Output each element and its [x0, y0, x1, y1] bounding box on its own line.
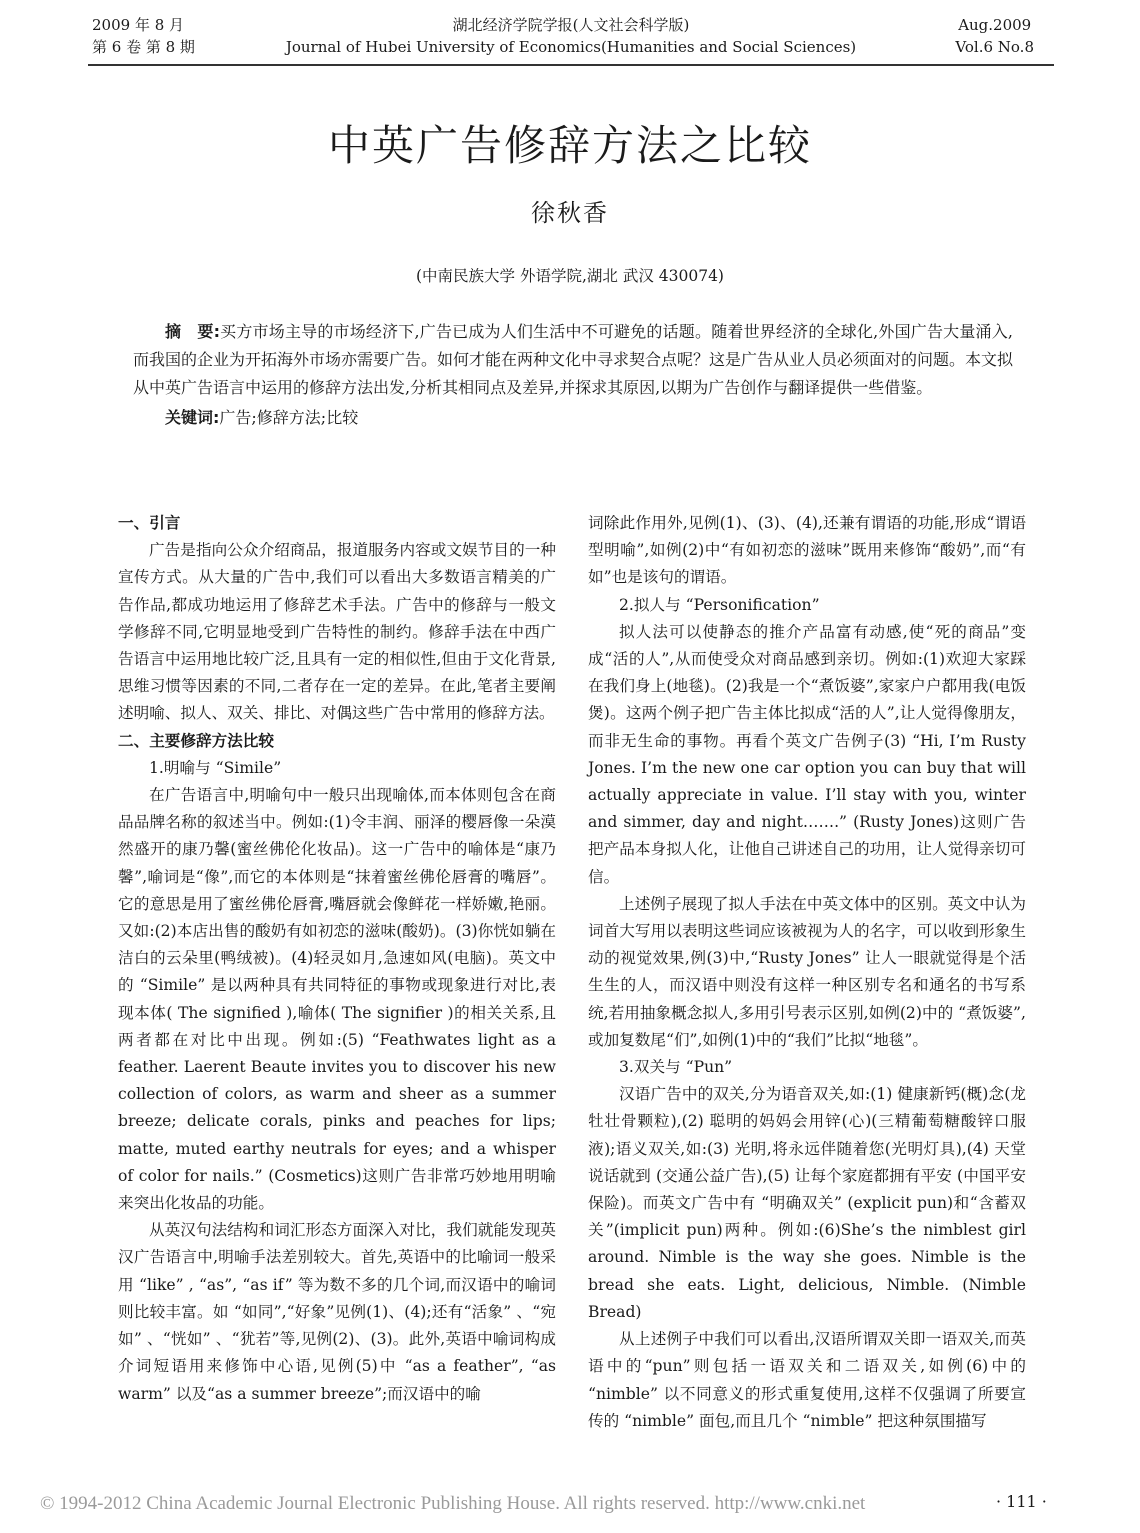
keywords-text: 广告;修辞方法;比较 [219, 408, 359, 427]
section-heading-intro: 一、引言 [118, 514, 181, 532]
issue-date-en: Aug.2009 [958, 16, 1032, 34]
running-header [88, 14, 1054, 62]
copyright-footer: © 1994-2012 China Academic Journal Electronic Publishing House. All rights reserved. http://www.cnki.net [40, 1493, 866, 1514]
subsection-heading-pun: 3.双关与 “Pun” [619, 1058, 733, 1077]
paragraph-pun-compare: 从上述例子中我们可以看出,汉语所谓双关即一语双关,而英语中的“pun”则包括一语双关和二语双关,如例(6)中的 “nimble” 以不同意义的形式重复使用,这样不仅强调了所要宣传的 “nimble” 面包,而且几个 “nimble” 把这种氛围描写 [588, 1330, 1026, 1430]
abstract-label: 摘 要: [165, 322, 220, 341]
paragraph-personification: 拟人法可以使静态的推介产品富有动感,使“死的商品”变成“活的人”,从而使受众对商品感到亲切。例如:(1)欢迎大家踩在我们身上(地毯)。(2)我是一个“煮饭婆”,家家户户都用我(电饭煲)。这两个例子把广告主体比拟成“活的人”,让人觉得像朋友，而非无生命的事物。再看个英文广告例子(3) “Hi, I’m Rusty Jones. I’m the new one car option you can buy that will actually appreciate in value. I’ll stay with you, winter and simmer, day and night…….” (Rusty Jones)这则广告把产品本身拟人化，让他自己讲述自己的功用，让人觉得亲切可信。 [588, 622, 1026, 886]
body-column-left [118, 510, 556, 1408]
header-right [955, 14, 1034, 58]
keywords-label: 关键词: [165, 408, 220, 427]
section-heading-main: 二、主要修辞方法比较 [118, 731, 274, 750]
article-author: 徐秋香 [531, 199, 609, 227]
issue-volume-cn: 第 6 卷 第 8 期 [92, 38, 195, 56]
paragraph-personification-compare: 上述例子展现了拟人手法在中英文体中的区别。英文中认为词首大写用以表明这些词应该被视为人的名字，可以收到形象生动的视觉效果,例(3)中,“Rusty Jones” 让人一眼就觉得是个活生生的人，而汉语中则没有这样一种区别专名和通名的书写系统,若用抽象概念拟人,多用引号表示区别,如例(2)中的 “煮饭婆”,或加复数尾“们”,如例(1)中的“我们”比拟“地毯”。 [588, 894, 1026, 1049]
paragraph-pun: 汉语广告中的双关,分为语音双关,如:(1) 健康新钙(概)念(龙牡壮骨颗粒),(2) 聪明的妈妈会用锌(心)(三精葡萄糖酸锌口服液);语义双关,如:(3) 光明,将永远伴随着您(光明灯具),(4) 天堂说话就到 (交通公益广告),(5) 让每个家庭都拥有平安 (中国平安保险)。而英文广告中有 “明确双关” (explicit pun)和“含蓄双关”(implicit pun)两种。例如:(6)She’s the nimblest girl around. Nimble is the way she goes. Nimble is the bread she eats. Light, delicious, Nimble. (Nimble Bread) [588, 1085, 1026, 1321]
keywords-line [133, 404, 1013, 432]
journal-name-cn: 湖北经济学院学报(人文社会科学版) [452, 16, 690, 34]
issue-volume-en: Vol.6 No.8 [955, 38, 1034, 56]
issue-date-cn: 2009 年 8 月 [92, 16, 185, 34]
abstract-paragraph [133, 318, 1013, 402]
body-column-right [588, 510, 1026, 1435]
paragraph-intro: 广告是指向公众介绍商品，报道服务内容或文娱节目的一种宣传方式。从大量的广告中,我们可以看出大多数语言精美的广告作品,都成功地运用了修辞艺术手法。广告中的修辞与一般文学修辞不同,它明显地受到广告特性的制约。修辞手法在中西广告语言中运用地比较广泛,且具有一定的相似性,但由于文化背景,思维习惯等因素的不同,二者存在一定的差异。在此,笔者主要阐述明喻、拟人、双关、排比、对偶这些广告中常用的修辞方法。 [118, 541, 556, 723]
abstract-block [133, 318, 1013, 432]
paragraph-simile: 在广告语言中,明喻句中一般只出现喻体,而本体则包含在商品品牌名称的叙述当中。例如:(1)令丰润、丽泽的樱唇像一朵漠然盛开的康乃馨(蜜丝佛伦化妆品)。这一广告中的喻体是“康乃馨”,喻词是“像”,而它的本体则是“抹着蜜丝佛伦唇膏的嘴唇”。它的意思是用了蜜丝佛伦唇膏,嘴唇就会像鲜花一样娇嫩,艳丽。又如:(2)本店出售的酸奶有如初恋的滋味(酸奶)。(3)你恍如躺在洁白的云朵里(鸭绒被)。(4)轻灵如月,急速如风(电脑)。英文中的 “Simile” 是以两种具有共同特征的事物或现象进行对比,表现本体( The signified ),喻体( The signifier )的相关关系,且两者都在对比中出现。例如:(5) “Feathwates light as a feather. Laerent Beaute invites you to discover his new collection of colors, as warm and sheer as a summer breeze; delicate corals, pinks and peaches for lips; matte, muted earthy neutrals for eyes; and a whisper of color for nails.” (Cosmetics)这则广告非常巧妙地用明喻来突出化妆品的功能。 [118, 786, 556, 1213]
header-center [88, 14, 1054, 58]
subsection-heading-personification: 2.拟人与 “Personification” [619, 595, 820, 614]
author-affiliation: (中南民族大学 外语学院,湖北 武汉 430074) [416, 267, 724, 285]
header-rule [88, 64, 1054, 66]
abstract-text: 买方市场主导的市场经济下,广告已成为人们生活中不可避免的话题。随着世界经济的全球化,外国广告大量涌入,而我国的企业为开拓海外市场亦需要广告。如何才能在两种文化中寻求契合点呢？这是广告从业人员必须面对的问题。本文拟从中英广告语言中运用的修辞方法出发,分析其相同点及差异,并探求其原因,以期为广告创作与翻译提供一些借鉴。 [133, 322, 1014, 397]
paragraph-simile-continued: 词除此作用外,见例(1)、(3)、(4),还兼有谓语的功能,形成“谓语型明喻”,如例(2)中“有如初恋的滋味”既用来修饰“酸奶”,而“有如”也是该句的谓语。 [588, 514, 1026, 587]
page-number: · 111 · [996, 1492, 1047, 1511]
subsection-heading-simile: 1.明喻与 “Simile” [149, 758, 282, 777]
article-title: 中英广告修辞方法之比较 [327, 121, 812, 170]
journal-name-en: Journal of Hubei University of Economics(Humanities and Social Sciences) [285, 38, 857, 56]
paragraph-simile-compare: 从英汉句法结构和词汇形态方面深入对比，我们就能发现英汉广告语言中,明喻手法差别较大。首先,英语中的比喻词一般采用 “like” , “as”, “as if” 等为数不多的几个词,而汉语中的喻词则比较丰富。如 “如同”,“好象”见例(1)、(4);还有“活象” 、“宛如” 、“恍如” 、“犹若”等,见例(2)、(3)。此外,英语中喻词构成介词短语用来修饰中心语,见例(5)中 “as a feather”, “as warm” 以及“as a summer breeze”;而汉语中的喻 [118, 1221, 556, 1403]
